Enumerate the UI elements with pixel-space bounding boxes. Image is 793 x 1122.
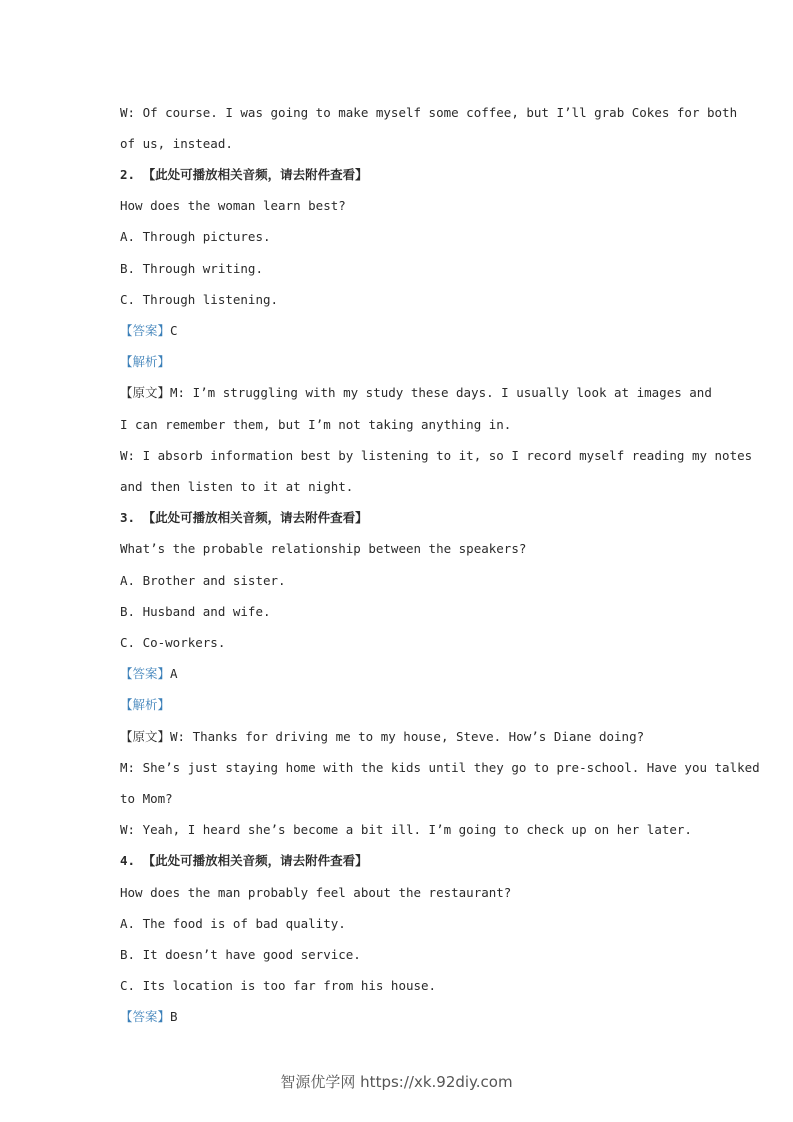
transcript-line: W: Yeah, I heard she’s become a bit ill. I’m going to check up on her later. bbox=[120, 822, 692, 837]
option-c: C. Through listening. bbox=[120, 292, 279, 307]
transcript-text: M: I’m struggling with my study these days. I usually look at images and bbox=[170, 385, 712, 400]
original-tag: 【原文】 bbox=[120, 729, 171, 744]
original-tag: 【原文】 bbox=[120, 385, 171, 400]
answer-line bbox=[120, 323, 680, 339]
transcript-line: M: She’s just staying home with the kids until they go to pre-school. Have you talked bbox=[120, 760, 760, 775]
transcript-line bbox=[120, 729, 680, 745]
option-a: A. Brother and sister. bbox=[120, 573, 286, 588]
transcript-line: to Mom? bbox=[120, 791, 173, 806]
transcript-line: and then listen to it at night. bbox=[120, 479, 354, 494]
transcript-line: W: Of course. I was going to make myself some coffee, but I’ll grab Cokes for both bbox=[120, 105, 738, 120]
footer-watermark: 智源优学网 https://xk.92diy.com bbox=[280, 1073, 513, 1091]
option-b: B. Through writing. bbox=[120, 261, 263, 276]
answer-line bbox=[120, 666, 680, 682]
transcript-text: W: Thanks for driving me to my house, Steve. How’s Diane doing? bbox=[170, 729, 645, 744]
question-4-text: How does the man probably feel about the restaurant? bbox=[120, 885, 512, 900]
answer-value: C bbox=[170, 323, 178, 338]
answer-tag: 【答案】 bbox=[120, 1009, 171, 1024]
answer-line bbox=[120, 1009, 680, 1025]
answer-tag: 【答案】 bbox=[120, 323, 171, 338]
option-a: A. The food is of bad quality. bbox=[120, 916, 346, 931]
transcript-line bbox=[120, 385, 712, 401]
analysis-tag: 【解析】 bbox=[120, 354, 171, 369]
answer-value: A bbox=[170, 666, 178, 681]
transcript-line: of us, instead. bbox=[120, 136, 233, 151]
option-b: B. It doesn’t have good service. bbox=[120, 947, 361, 962]
option-a: A. Through pictures. bbox=[120, 229, 271, 244]
answer-value: B bbox=[170, 1009, 178, 1024]
transcript-line: W: I absorb information best by listening to it, so I record myself reading my notes bbox=[120, 448, 753, 463]
option-c: C. Co-workers. bbox=[120, 635, 226, 650]
transcript-line: I can remember them, but I’m not taking anything in. bbox=[120, 417, 512, 432]
option-c: C. Its location is too far from his house. bbox=[120, 978, 437, 993]
analysis-tag: 【解析】 bbox=[120, 697, 171, 712]
option-b: B. Husband and wife. bbox=[120, 604, 271, 619]
answer-tag: 【答案】 bbox=[120, 666, 171, 681]
question-3-header: 3. 【此处可播放相关音频，请去附件查看】 bbox=[120, 510, 368, 525]
question-2-text: How does the woman learn best? bbox=[120, 198, 346, 213]
question-3-text: What’s the probable relationship between the speakers? bbox=[120, 541, 527, 556]
question-4-header: 4. 【此处可播放相关音频，请去附件查看】 bbox=[120, 853, 368, 868]
question-2-header: 2. 【此处可播放相关音频，请去附件查看】 bbox=[120, 167, 368, 182]
